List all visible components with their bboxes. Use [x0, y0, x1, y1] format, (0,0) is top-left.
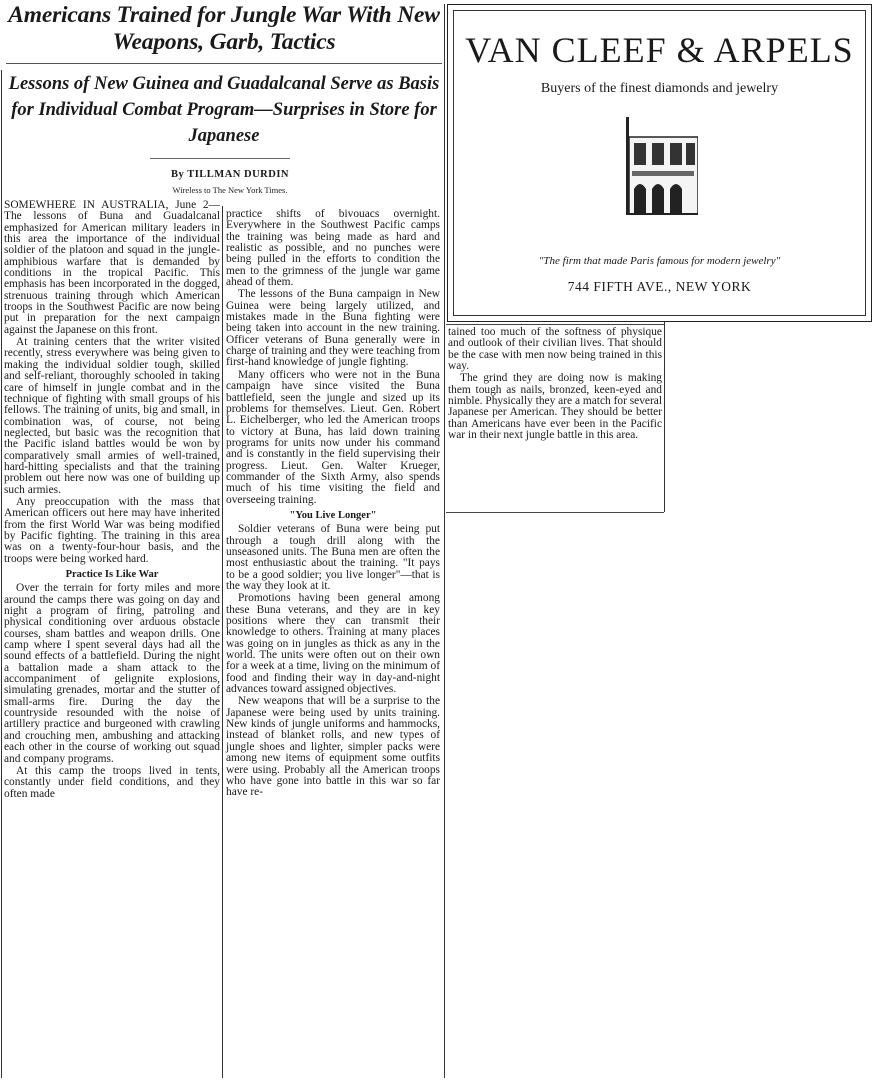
paragraph: The lessons of the Buna campaign in New Guinea were being largely utilized, and mistakes made in the Buna fighting were being taken into account in the new training. Officer veterans of Buna generally were in charge of training and they were teaching from first-hand knowledge of jungle fighting.: [226, 288, 440, 369]
headline-rule: [6, 63, 442, 64]
ad-tagline: Buyers of the finest diamonds and jewelry: [540, 81, 779, 96]
column-rule-1: [222, 206, 223, 1078]
subheadline: Lessons of New Guinea and Guadalcanal Serve as Basis for Individual Combat Program—Surprises in Store for Japanese: [8, 74, 440, 146]
paragraph: SOMEWHERE IN AUSTRALIA, June 2—The lessons of Buna and Guadalcanal emphasized for American military leaders in this area the importance of the individual soldier of the platoon and squad in the jungle-amphibious warfare that is demanded by conditions in the tropical Pacific. This emphasis has been incorporated in the dogged, strenuous training through which American troops in the Southwest Pacific are now being put in preparation for the next campaign against the Japanese on this front.: [4, 199, 220, 336]
paragraph: tained too much of the softness of physique and outlook of their civilian lives. That should be the case with men now being trained in this way.: [448, 326, 662, 373]
wireline: Wireless to The New York Times.: [172, 185, 288, 195]
column-rule-2: [444, 4, 445, 1078]
ad-slogan: "The firm that made Paris famous for modern jewelry": [538, 255, 781, 267]
paragraph: At training centers that the writer visited recently, stress everywhere was being given to making the individual soldier tough, skilled and self-reliant, thoroughly schooled in taking care of himself in jungle combat and in the technique of fighting with small groups of his fellows. The training of units, big and small, in combination was, of course, not being neglected, but basic was the recognition that the Pacific island battles would be won by comparatively small armies of well-trained, hard-hitting specialists and that the training problem out here now was one of building up such armies.: [4, 336, 220, 496]
paragraph: At this camp the troops lived in tents, constantly under field conditions, and they often made: [4, 764, 220, 800]
paragraph: Soldier veterans of Buna were being put through a tough drill along with the unseasoned units. The Buna men are often the most enthusiastic about the training. "It pays to be a good soldier; you live longer"—that is the way they look at it.: [226, 523, 440, 592]
col3-bottom-rule: [446, 512, 664, 513]
left-border: [1, 70, 2, 1078]
van-cleef-arpels-ad: [447, 4, 872, 322]
paragraph: Many officers who were not in the Buna campaign have since visited the Buna battlefield, seen the jungle and sized up its problems for themselves. Lieut. Gen. Robert L. Eichelberger, who led the American troops to victory at Buna, has laid down training programs for units now under his command and is constantly in the field supervising their progress. Lieut. Gen. Walter Krueger, commander of the Sixth Army, also spends much of his time visiting the field and overseeing training.: [226, 368, 440, 506]
paragraph: practice shifts of bivouacs overnight. Everywhere in the Southwest Pacific camps the training was being made as hard and realistic as possible, and no punches were being pulled in the efforts to condition the men to the grimness of the jungle war game ahead of them.: [226, 208, 440, 289]
paragraph: Any preoccupation with the mass that American officers out here may have inherited from the first World War was being modified by Pacific fighting. The training in this area was on a twenty-four-hour basis, and the troops were being worked hard.: [4, 495, 220, 565]
ad-address: 744 FIFTH AVE., NEW YORK: [567, 279, 752, 294]
paragraph: Over the terrain for forty miles and more around the camps there was going on day and night a program of firing, patroling and physical conditioning over arduous obstacle courses, sham battles and weapon drills. One camp where I spent several days had all the sound effects of a battlefield. During the night a battalion made a sham attack to the accompaniment of gelignite explosions, simulating grenades, mortar and the stutter of small-arms fire. During the day the countryside resounded with the noise of artillery practice and burgeoned with crawling and crouching men, ambushing and attacking each other in the course of working out squad and company programs.: [4, 582, 220, 765]
col3-top-rule: [446, 324, 664, 325]
paragraph: The grind they are doing now is making them tough as nails, bronzed, keen-eyed and nimble. Physically they are a match for several Japanese per American. They should be better than Americans have ever been in the Pacific war in their next jungle battle in this area.: [448, 372, 662, 442]
article-column-1: [4, 200, 220, 801]
paragraph: New weapons that will be a surprise to the Japanese were being used by units training. New kinds of jungle uniforms and hammocks, instead of blanket rolls, and new types of jungle shoes and lighter, simpler packs were among new items of equipment some outfits were using. Probably all the American troops who have gone into battle in this war so far have re-: [226, 695, 440, 799]
storefront-icon: [626, 117, 698, 215]
byline: By TILLMAN DURDIN: [171, 169, 289, 180]
ad-title: VAN CLEEF & ARPELS: [465, 30, 854, 70]
headline: Americans Trained for Jungle War With New Weapons, Garb, Tactics: [8, 2, 440, 55]
column-rule-3: [664, 322, 665, 512]
byline-rule: [150, 158, 290, 159]
article-column-3: [448, 327, 662, 442]
section-subhead: "You Live Longer": [289, 509, 377, 521]
article-column-2: [226, 209, 440, 800]
section-subhead: Practice Is Like War: [65, 569, 159, 580]
paragraph: Promotions having been general among these Buna veterans, and they are in key positions where they can transmit their knowledge to others. Training at many places was going on in jungles as thick as any in the world. The units were often out on their own for a week at a time, living on the minimum of food and finding their way in day-and-night advances toward assigned objectives.: [226, 592, 440, 696]
